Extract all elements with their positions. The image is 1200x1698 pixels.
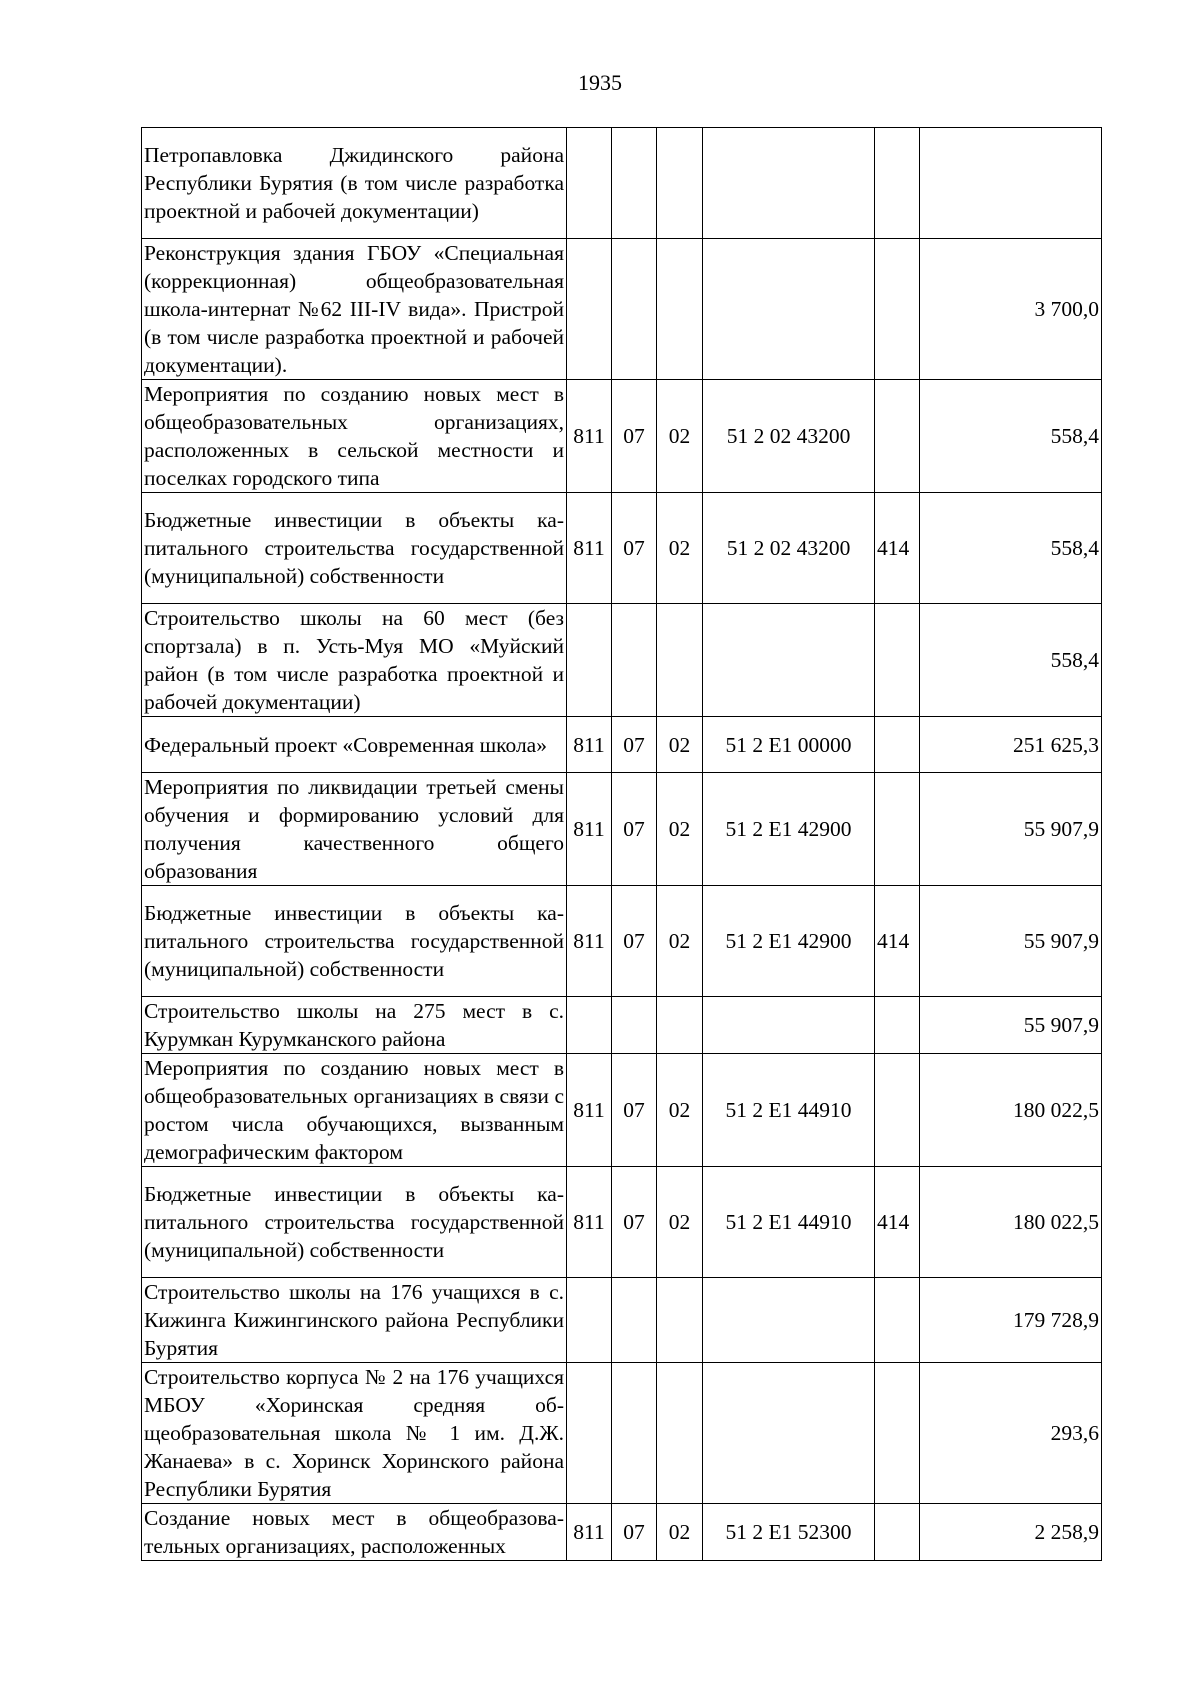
cell-target-item <box>703 997 875 1054</box>
cell-target-item: 51 2 02 43200 <box>703 493 875 604</box>
cell-ministry-code: 811 <box>567 493 612 604</box>
cell-description: Бюджетные инвестиции в объекты капитального строительства государственной (муниципальной) собственности <box>142 886 567 997</box>
table-row <box>142 493 1102 604</box>
cell-amount: 55 907,9 <box>920 997 1102 1054</box>
cell-subsection: 02 <box>657 380 703 493</box>
cell-expense-type <box>875 128 920 239</box>
table-row <box>142 239 1102 380</box>
cell-target-item: 51 2 E1 42900 <box>703 773 875 886</box>
cell-section: 07 <box>612 1167 657 1278</box>
cell-expense-type <box>875 604 920 717</box>
cell-amount: 179 728,9 <box>920 1278 1102 1363</box>
cell-amount: 558,4 <box>920 493 1102 604</box>
table-row <box>142 380 1102 493</box>
cell-ministry-code: 811 <box>567 1504 612 1561</box>
table-row <box>142 717 1102 773</box>
table-row <box>142 1167 1102 1278</box>
cell-amount: 558,4 <box>920 380 1102 493</box>
cell-ministry-code: 811 <box>567 886 612 997</box>
table-row <box>142 997 1102 1054</box>
cell-target-item: 51 2 E1 52300 <box>703 1504 875 1561</box>
cell-expense-type <box>875 773 920 886</box>
cell-section: 07 <box>612 717 657 773</box>
cell-description: Мероприятия по ликвидации третьей смены обучения и формированию условий для получения качественного общего образования <box>142 773 567 886</box>
cell-expense-type <box>875 1278 920 1363</box>
cell-target-item <box>703 604 875 717</box>
cell-ministry-code: 811 <box>567 1167 612 1278</box>
cell-amount: 251 625,3 <box>920 717 1102 773</box>
cell-ministry-code <box>567 604 612 717</box>
cell-section: 07 <box>612 1504 657 1561</box>
cell-ministry-code: 811 <box>567 1054 612 1167</box>
page-number: 1935 <box>578 70 622 95</box>
cell-ministry-code <box>567 997 612 1054</box>
cell-ministry-code: 811 <box>567 717 612 773</box>
cell-subsection: 02 <box>657 1504 703 1561</box>
cell-subsection: 02 <box>657 493 703 604</box>
table-row <box>142 1504 1102 1561</box>
table-row <box>142 128 1102 239</box>
cell-ministry-code <box>567 1363 612 1504</box>
table-row <box>142 886 1102 997</box>
cell-subsection: 02 <box>657 773 703 886</box>
table-row <box>142 604 1102 717</box>
cell-subsection <box>657 604 703 717</box>
cell-target-item: 51 2 E1 00000 <box>703 717 875 773</box>
cell-ministry-code: 811 <box>567 380 612 493</box>
cell-target-item: 51 2 E1 44910 <box>703 1167 875 1278</box>
cell-amount: 180 022,5 <box>920 1054 1102 1167</box>
cell-target-item <box>703 1278 875 1363</box>
cell-description: Строительство корпуса № 2 на 176 учащихся МБОУ «Хоринская средняя общеобразовательная школа № 1 им. Д.Ж. Жанаева» в с. Хоринск Хоринского района Республики Бурятия <box>142 1363 567 1504</box>
cell-ministry-code <box>567 239 612 380</box>
cell-subsection: 02 <box>657 1054 703 1167</box>
cell-target-item <box>703 239 875 380</box>
cell-section <box>612 1363 657 1504</box>
cell-subsection <box>657 239 703 380</box>
cell-subsection <box>657 128 703 239</box>
cell-description: Бюджетные инвестиции в объекты капитального строительства государственной (муниципальной) собственности <box>142 1167 567 1278</box>
cell-section <box>612 128 657 239</box>
table-row <box>142 1278 1102 1363</box>
cell-description: Федеральный проект «Современная школа» <box>142 717 567 773</box>
cell-expense-type <box>875 1363 920 1504</box>
cell-section <box>612 604 657 717</box>
cell-ministry-code: 811 <box>567 773 612 886</box>
cell-amount: 180 022,5 <box>920 1167 1102 1278</box>
cell-target-item: 51 2 E1 42900 <box>703 886 875 997</box>
cell-amount: 55 907,9 <box>920 773 1102 886</box>
cell-description: Строительство школы на 176 учащихся в с. Кижинга Кижингинского района Республики Бурятия <box>142 1278 567 1363</box>
cell-amount: 558,4 <box>920 604 1102 717</box>
cell-description: Мероприятия по созданию новых мест в общеобразовательных организациях в связи с ростом числа обучающихся, вызванным демографическим фактором <box>142 1054 567 1167</box>
cell-subsection: 02 <box>657 1167 703 1278</box>
cell-expense-type: 414 <box>875 886 920 997</box>
cell-section <box>612 997 657 1054</box>
cell-expense-type <box>875 717 920 773</box>
table-row <box>142 1363 1102 1504</box>
cell-expense-type <box>875 1054 920 1167</box>
cell-target-item: 51 2 E1 44910 <box>703 1054 875 1167</box>
cell-description: Мероприятия по созданию новых мест в общеобразовательных организациях, расположенных в сельской местности и поселках городского типа <box>142 380 567 493</box>
budget-table <box>141 127 1102 1561</box>
cell-subsection <box>657 1278 703 1363</box>
cell-subsection <box>657 1363 703 1504</box>
budget-table-body <box>142 128 1102 1561</box>
cell-amount: 3 700,0 <box>920 239 1102 380</box>
cell-ministry-code <box>567 128 612 239</box>
cell-section: 07 <box>612 886 657 997</box>
cell-expense-type <box>875 997 920 1054</box>
cell-section: 07 <box>612 773 657 886</box>
cell-amount: 2 258,9 <box>920 1504 1102 1561</box>
cell-subsection <box>657 997 703 1054</box>
cell-amount: 55 907,9 <box>920 886 1102 997</box>
cell-expense-type <box>875 1504 920 1561</box>
cell-subsection: 02 <box>657 886 703 997</box>
cell-target-item: 51 2 02 43200 <box>703 380 875 493</box>
cell-section: 07 <box>612 493 657 604</box>
cell-section <box>612 239 657 380</box>
cell-description: Строительство школы на 275 мест в с. Курумкан Курумканского района <box>142 997 567 1054</box>
cell-section: 07 <box>612 1054 657 1167</box>
cell-target-item <box>703 1363 875 1504</box>
cell-expense-type <box>875 239 920 380</box>
cell-description: Петропавловка Джидинского района Республики Бурятия (в том числе разработка проектной и рабочей документации) <box>142 128 567 239</box>
cell-description: Бюджетные инвестиции в объекты капитального строительства государственной (муниципальной) собственности <box>142 493 567 604</box>
cell-description: Строительство школы на 60 мест (без спортзала) в п. Усть-Муя МО «Муйский район (в том числе разработка проектной и рабочей документации) <box>142 604 567 717</box>
cell-amount <box>920 128 1102 239</box>
cell-section: 07 <box>612 380 657 493</box>
cell-ministry-code <box>567 1278 612 1363</box>
cell-expense-type: 414 <box>875 1167 920 1278</box>
table-row <box>142 1054 1102 1167</box>
cell-subsection: 02 <box>657 717 703 773</box>
cell-description: Создание новых мест в общеобразовательных организациях, расположенных <box>142 1504 567 1561</box>
cell-section <box>612 1278 657 1363</box>
cell-expense-type: 414 <box>875 493 920 604</box>
table-row <box>142 773 1102 886</box>
cell-target-item <box>703 128 875 239</box>
cell-expense-type <box>875 380 920 493</box>
cell-amount: 293,6 <box>920 1363 1102 1504</box>
cell-description: Реконструкция здания ГБОУ «Специальная (коррекционная) общеобразовательная школа-интернат №62 III-IV вида». Пристрой (в том числе разработка проектной и рабочей документации). <box>142 239 567 380</box>
